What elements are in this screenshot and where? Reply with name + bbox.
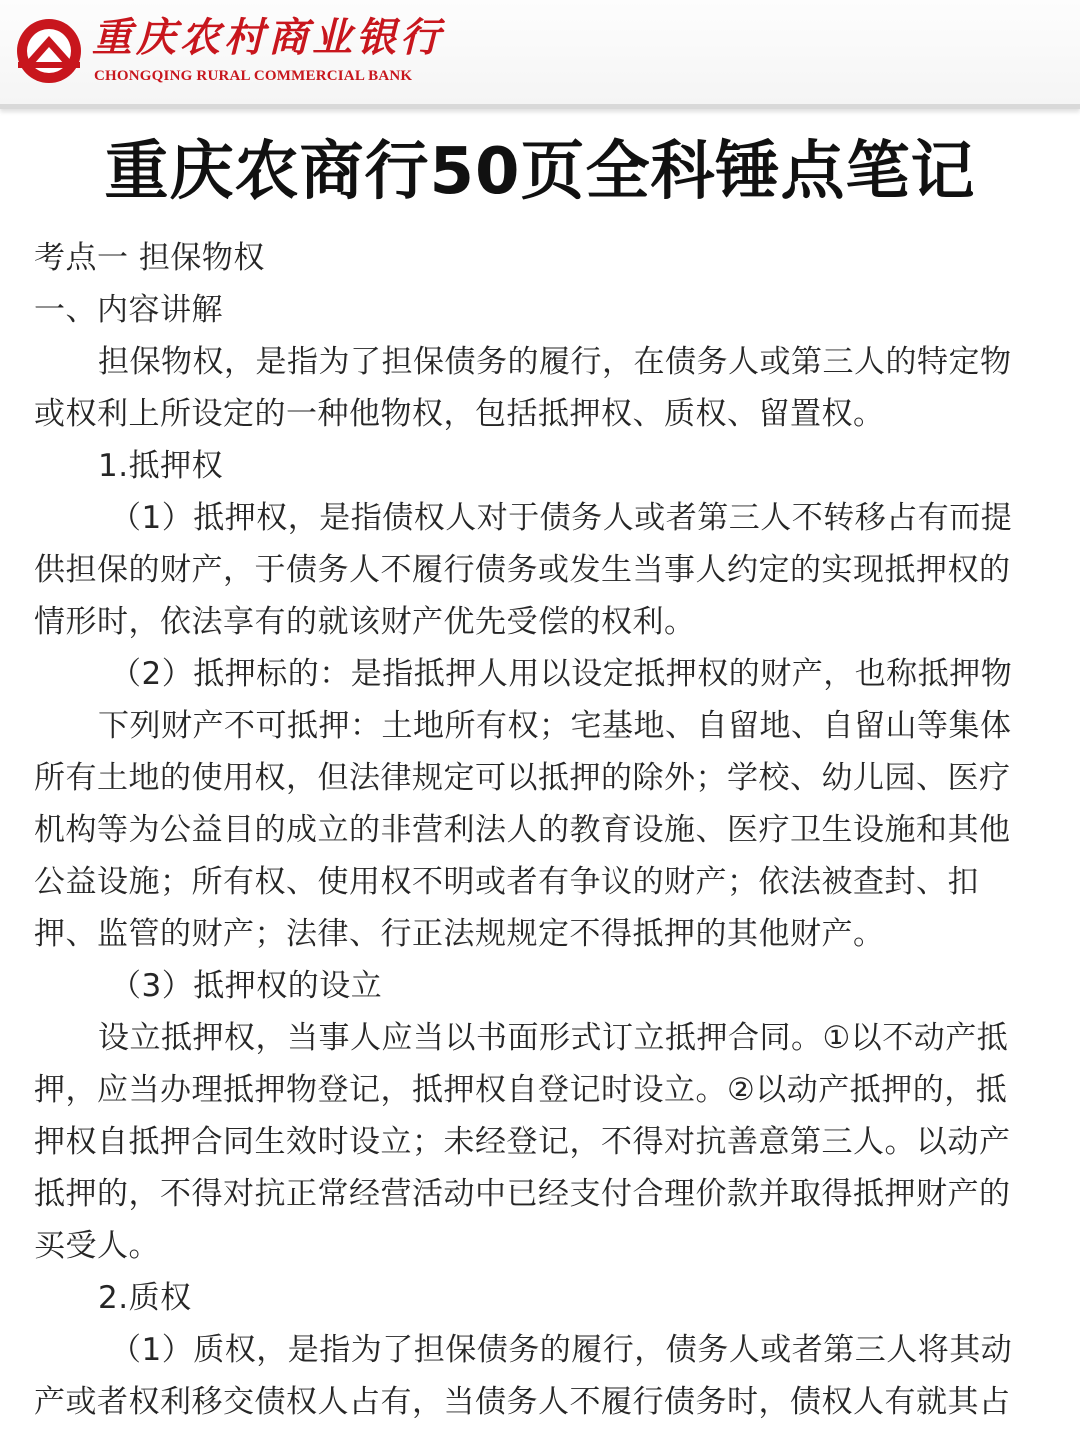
subsection-heading: 一、内容讲解 <box>34 292 223 328</box>
paragraph-line: 所有土地的使用权，但法律规定可以抵押的除外；学校、幼儿园、医疗 <box>34 760 1011 796</box>
paragraph-line: 机构等为公益目的成立的非营利法人的教育设施、医疗卫生设施和其他 <box>34 812 1011 848</box>
document-title: 重庆农商行50页全科锤点笔记 <box>104 135 976 209</box>
paragraph-line: 或权利上所设定的一种他物权，包括抵押权、质权、留置权。 <box>34 396 885 432</box>
paragraph-line: 押、监管的财产；法律、行正法规规定不得抵押的其他财产。 <box>34 916 885 952</box>
paragraph-line: 担保物权，是指为了担保债务的履行，在债务人或第三人的特定物 <box>98 344 1012 380</box>
bank-name-chinese: 重庆农村商业银行 <box>92 14 444 61</box>
paragraph-line: （2）抵押标的：是指抵押人用以设定抵押权的财产，也称抵押物 <box>110 656 1013 692</box>
item-heading: 2.质权 <box>98 1280 192 1316</box>
paragraph-line: 设立抵押权，当事人应当以书面形式订立抵押合同。①以不动产抵 <box>98 1020 1009 1056</box>
paragraph-line: 供担保的财产，于债务人不履行债务或发生当事人约定的实现抵押权的 <box>34 552 1011 588</box>
paragraph-line: 押权自抵押合同生效时设立；未经登记，不得对抗善意第三人。以动产 <box>34 1124 1011 1160</box>
paragraph-line: 抵押的，不得对抗正常经营活动中已经支付合理价款并取得抵押财产的 <box>34 1176 1011 1212</box>
bank-header-banner <box>0 0 1080 109</box>
item-heading: 1.抵押权 <box>98 448 224 484</box>
bank-logo-icon <box>14 16 84 86</box>
paragraph-line: 情形时，依法享有的就该财产优先受偿的权利。 <box>34 604 696 640</box>
bank-name-english: CHONGQING RURAL COMMERCIAL BANK <box>94 68 413 84</box>
paragraph-line: 下列财产不可抵押：土地所有权；宅基地、自留地、自留山等集体 <box>98 708 1012 744</box>
section-heading: 考点一 担保物权 <box>34 240 265 276</box>
document-body <box>34 232 1034 1428</box>
paragraph-line: 押，应当办理抵押物登记，抵押权自登记时设立。②以动产抵押的，抵 <box>34 1072 1008 1108</box>
paragraph-line: （1）质权，是指为了担保债务的履行，债务人或者第三人将其动 <box>110 1332 1013 1368</box>
paragraph-line: （3）抵押权的设立 <box>110 968 383 1004</box>
paragraph-line: 公益设施；所有权、使用权不明或者有争议的财产；依法被查封、扣 <box>34 864 979 900</box>
paragraph-line: （1）抵押权，是指债权人对于债务人或者第三人不转移占有而提 <box>110 500 1013 536</box>
paragraph-line: 产或者权利移交债权人占有，当债务人不履行债务时，债权人有就其占 <box>34 1384 1011 1420</box>
paragraph-line: 买受人。 <box>34 1228 160 1264</box>
